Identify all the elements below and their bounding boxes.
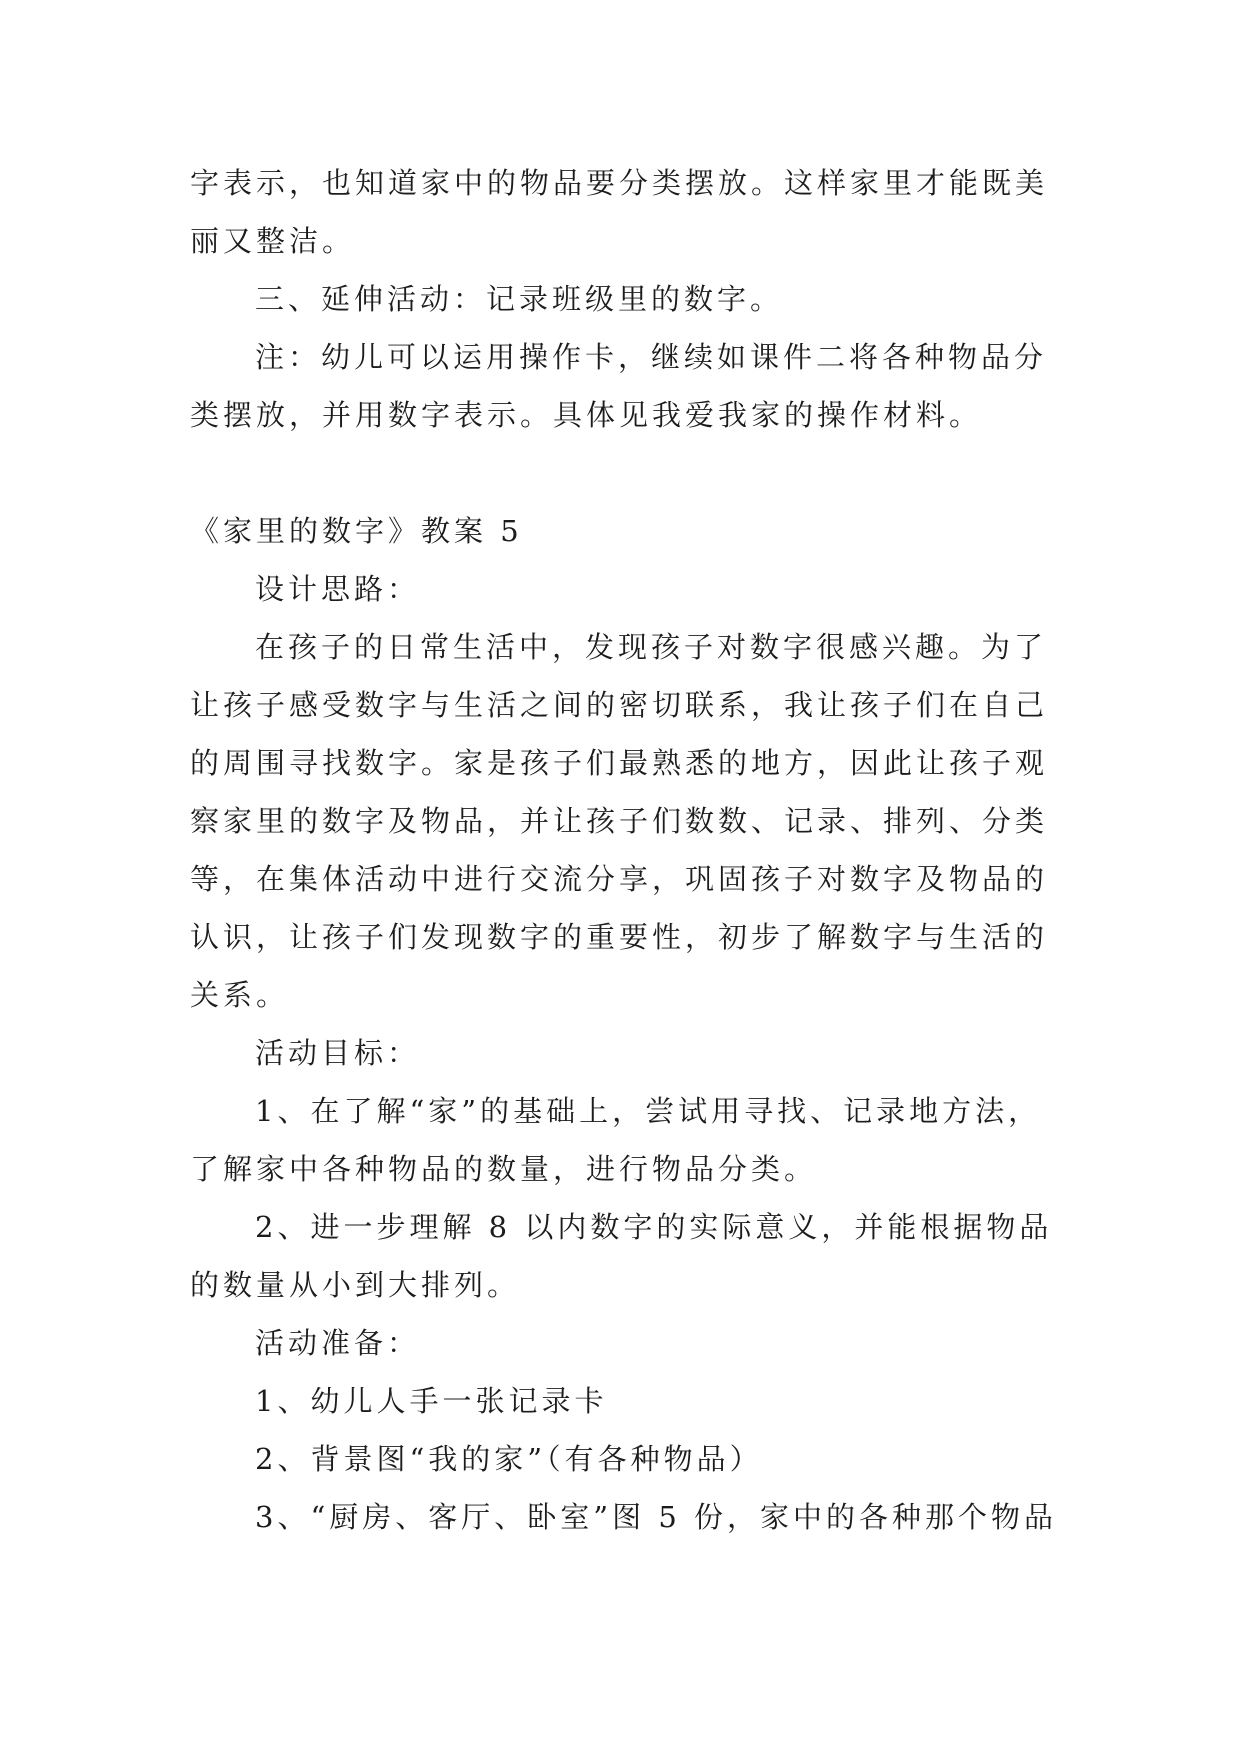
- text-line: 1、在了解“家”的基础上，尝试用寻找、记录地方法，: [255, 1094, 1042, 1128]
- text-line: 关系。: [190, 978, 290, 1012]
- note-paragraph: [190, 328, 1241, 444]
- goals-heading: 活动目标：: [255, 1036, 421, 1070]
- blank-line: [190, 444, 1241, 502]
- goal-item: [190, 1082, 1241, 1198]
- design-heading: 设计思路：: [255, 572, 421, 606]
- text-line: 丽又整洁。: [190, 224, 356, 258]
- text-line: 在孩子的日常生活中，发现孩子对数字很感兴趣。为了: [255, 630, 1048, 664]
- preparation-item: 1、幼儿人手一张记录卡: [255, 1384, 608, 1418]
- design-section: [190, 560, 1241, 1024]
- preparation-item: 3、“厨房、客厅、卧室”图 5 份，家中的各种那个物品: [255, 1500, 1057, 1534]
- text-line: 注：幼儿可以运用操作卡，继续如课件二将各种物品分: [255, 340, 1048, 374]
- preparation-item: 2、背景图“我的家”（有各种物品）: [255, 1442, 763, 1476]
- text-line: 类摆放，并用数字表示。具体见我爱我家的操作材料。: [190, 398, 983, 432]
- text-line: 的数量从小到大排列。: [190, 1268, 521, 1302]
- text-line: 字表示，也知道家中的物品要分类摆放。这样家里才能既美: [190, 166, 1049, 200]
- continued-paragraph: [190, 154, 1241, 270]
- preparation-section: [190, 1314, 1241, 1546]
- text-line: 的周围寻找数字。家是孩子们最熟悉的地方，因此让孩子观: [190, 746, 1049, 780]
- text-line: 认识，让孩子们发现数字的重要性，初步了解数字与生活的: [190, 920, 1049, 954]
- text-line: 等，在集体活动中进行交流分享，巩固孩子对数字及物品的: [190, 862, 1049, 896]
- preparation-heading: 活动准备：: [255, 1326, 421, 1360]
- text-line: 了解家中各种物品的数量，进行物品分类。: [190, 1152, 818, 1186]
- text-line: 2、进一步理解 8 以内数字的实际意义，并能根据物品: [255, 1210, 1053, 1244]
- section-title: 《家里的数字》教案 5: [190, 514, 523, 548]
- goals-section: [190, 1024, 1241, 1314]
- text-line: 让孩子感受数字与生活之间的密切联系，我让孩子们在自己: [190, 688, 1049, 722]
- text-line: 察家里的数字及物品，并让孩子们数数、记录、排列、分类: [190, 804, 1049, 838]
- goal-item: [190, 1198, 1241, 1314]
- extension-activity: 三、延伸活动：记录班级里的数字。: [255, 282, 784, 316]
